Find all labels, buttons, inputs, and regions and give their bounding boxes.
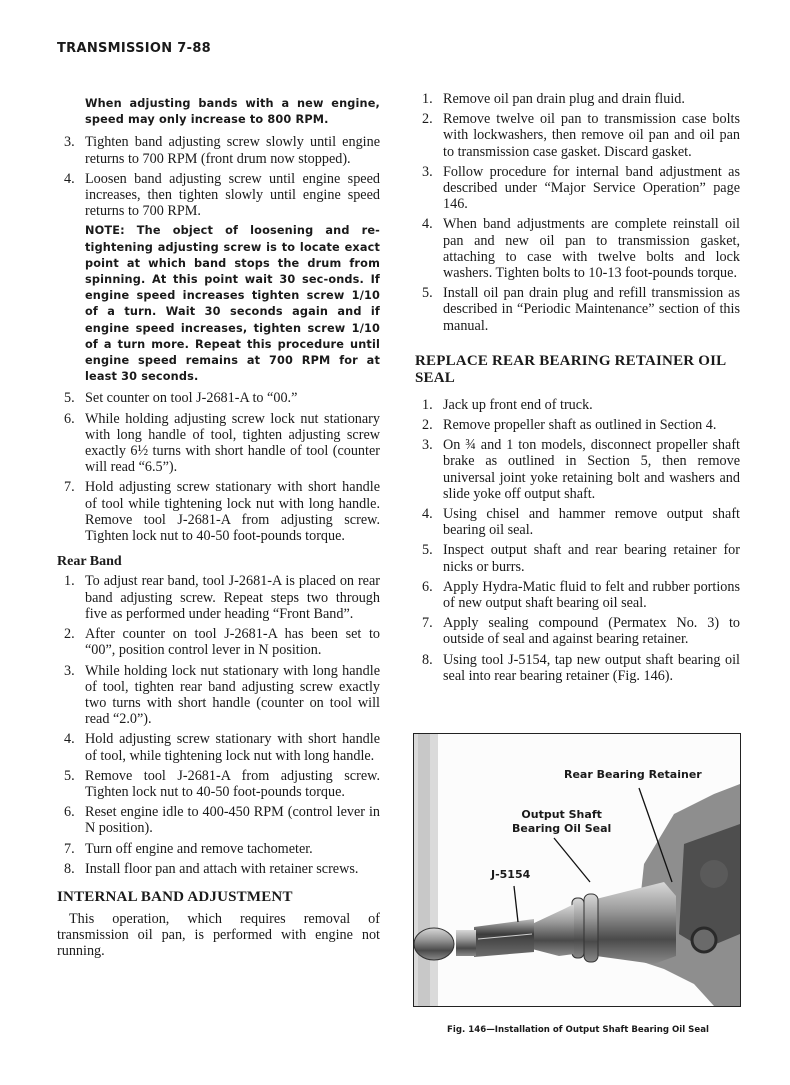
list-item: 7. Turn off engine and remove tachometer. (64, 840, 313, 857)
left-column (57, 96, 380, 960)
internal-band-paragraph: This operation, which requires removal of transmission oil pan, is performed with engine not running. (57, 910, 380, 960)
list-item: 4. Using chisel and hammer remove output shaft bearing oil seal. (422, 506, 740, 539)
tool-collar (456, 930, 476, 956)
list-item: 4. When band adjustments are complete reinstall oil pan and new oil pan to transmission gasket, attaching to case with twelve bolts and lock washers. Tighten bolts to 10-13 foot-pounds torque. (422, 216, 740, 282)
figure-146 (413, 733, 741, 1007)
case-boss (700, 860, 728, 888)
list-item: 1. To adjust rear band, tool J-2681-A is placed on rear band adjusting screw. Repeat steps two through five as performed under heading “Front Band”. (64, 573, 380, 622)
list-item: 8. Using tool J-5154, tap new output shaft bearing oil seal into rear bearing retainer (Fig. 146). (422, 651, 740, 684)
tool-head (532, 904, 574, 956)
internal-band-steps (415, 91, 740, 334)
callout-rear-bearing-retainer: Rear Bearing Retainer (564, 768, 702, 781)
list-item: 3. While holding lock nut stationary with long handle of tool, tighten rear band adjusting screw exactly two turns with short handle (counter on tool will read “2.0”). (64, 662, 380, 728)
rear-band-steps (57, 573, 380, 876)
front-band-steps-a (57, 134, 380, 219)
list-item: 1. Remove oil pan drain plug and drain fluid. (422, 91, 685, 107)
new-engine-note: When adjusting bands with a new engine, speed may only increase to 800 RPM. (85, 97, 380, 127)
fitting (692, 928, 716, 952)
handle-knob (414, 928, 454, 960)
internal-band-heading: INTERNAL BAND ADJUSTMENT (57, 888, 293, 905)
list-item: 3. On ¾ and 1 ton models, disconnect propeller shaft brake as outlined in Section 5, then remove universal joint yoke retaining bolt and washers and slide yoke off output shaft. (422, 437, 740, 502)
tool-body (474, 919, 534, 957)
right-column (415, 91, 740, 688)
list-item: 2. Remove twelve oil pan to transmission case bolts with lockwashers, then remove oil pan and oil pan to transmission case gasket. Discard gasket. (422, 111, 740, 160)
list-item: 3. Tighten band adjusting screw slowly until engine returns to 700 RPM (front drum now stopped). (64, 134, 380, 167)
list-item: 1. Jack up front end of truck. (422, 396, 593, 413)
callout-tool-j-5154: J-5154 (491, 868, 531, 881)
list-item: 7. Apply sealing compound (Permatex No. 3) to outside of seal and against bearing retainer. (422, 615, 740, 648)
rear-band-heading: Rear Band (57, 554, 122, 570)
page-header: TRANSMISSION 7-88 (57, 41, 212, 56)
oil-seal-ring (584, 894, 598, 962)
list-item: 6. Apply Hydra-Matic fluid to felt and rubber portions of new output shaft bearing oil seal. (422, 578, 740, 612)
replace-seal-heading: REPLACE REAR BEARING RETAINER OIL SEAL (415, 352, 726, 386)
leader-line-seal (554, 838, 590, 882)
list-item: 8. Install floor pan and attach with retainer screws. (64, 860, 359, 877)
list-item: 5. Remove tool J-2681-A from adjusting screw. Tighten lock nut to 40-50 foot-pounds torque. (64, 767, 380, 800)
list-item: 7. Hold adjusting screw stationary with short handle of tool while tightening lock nut with long handle. Remove tool J-2681-A from adjusting screw. Tighten lock nut to 40-50 foot-pounds torque. (64, 479, 380, 545)
list-item: 3. Follow procedure for internal band adjustment as described under “Major Service Operation” page 146. (422, 163, 740, 213)
list-item: 6. While holding adjusting screw lock nut stationary with long handle of tool, tighten adjusting screw exactly 6½ turns with short handle of tool (counter will read “6.5”). (64, 410, 380, 476)
front-band-steps-b (57, 390, 380, 544)
list-item: 6. Reset engine idle to 400-450 RPM (control lever in N position). (64, 804, 380, 837)
list-item: 4. Hold adjusting screw stationary with short handle of tool, while tightening lock nut with long handle. (64, 731, 380, 764)
background-strip-texture (418, 734, 430, 1006)
list-item: 2. After counter on tool J-2681-A has been set to “00”, position control lever in N position. (64, 626, 380, 659)
list-item: 5. Set counter on tool J-2681-A to “00.” (64, 390, 298, 407)
list-item: 2. Remove propeller shaft as outlined in Section 4. (422, 417, 717, 434)
callout-output-shaft-bearing-oil-seal: Output Shaft Bearing Oil Seal (512, 808, 612, 835)
figure-caption: Fig. 146—Installation of Output Shaft Bearing Oil Seal (447, 1025, 709, 1035)
replace-seal-steps (415, 397, 740, 684)
list-item: 5. Inspect output shaft and rear bearing retainer for nicks or burrs. (422, 542, 740, 575)
leader-line-tool (514, 886, 518, 922)
list-item: 4. Loosen band adjusting screw until engine speed increases, then tighten slowly until engine speed returns to 700 RPM. (64, 170, 380, 220)
bearing-retainer (596, 882, 676, 964)
list-item: 5. Install oil pan drain plug and refill transmission as described in “Periodic Maintenance” section of this manual. (422, 285, 740, 334)
adjustment-note: NOTE: The object of loosening and re-tightening adjusting screw is to locate exact point at which band stops the drum from spinning. At this point wait 30 sec-onds. If engine speed increases tighten screw 1/10 of a turn. Wait 30 seconds again and if engine speed increases, tighten screw 1/10 of a turn more. Repeat this procedure until engine speed remains at 700 RPM for at least 30 seconds. (85, 224, 380, 384)
